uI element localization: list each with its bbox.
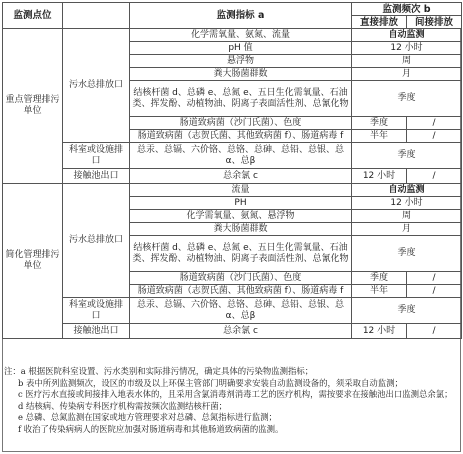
header-empty (63, 3, 130, 29)
indicator-cell: 肠道致病菌（沙门氏菌）、色度 (130, 272, 352, 285)
frequency-cell: 周 (352, 55, 462, 68)
frequency-cell: 自动监测 (352, 184, 462, 197)
footnote-line: c 医疗污水直接或间接排入地表水体的，且采用含氯消毒剂消毒工艺的医疗机构，需按要求在接触池出口监测总余氯； (18, 389, 453, 399)
indicator-cell: 化学需氧量、氨氮、流量 (130, 29, 352, 42)
contact-outlet-label: 接触池出口 (63, 324, 130, 339)
table-row (3, 298, 462, 324)
indicator-cell: 总余氯 c (130, 169, 352, 184)
unit-label: 简化管理排污单位 (3, 184, 63, 339)
frequency-direct-cell: 半年 (352, 130, 407, 143)
frequency-indirect-cell: / (407, 130, 462, 143)
indicator-cell: 肠道致病菌（沙门氏菌）、色度 (130, 117, 352, 130)
indicator-cell: 粪大肠菌群数 (130, 223, 352, 236)
frequency-indirect-cell: / (407, 272, 462, 285)
frequency-cell: 月 (352, 223, 462, 236)
indicator-cell: PH (130, 197, 352, 210)
frequency-cell: 季度 (352, 298, 462, 324)
indicator-cell: 化学需氧量、氨氮、悬浮物 (130, 210, 352, 223)
header-point: 监测点位 (3, 3, 63, 29)
header-direct: 直接排放 (352, 16, 407, 29)
unit-label: 重点管理排污单位 (3, 29, 63, 184)
frequency-cell: 12 小时 (352, 197, 462, 210)
indicator-cell: 总汞、总镉、六价铬、总铬、总砷、总铅、总银、总α、总β (130, 298, 352, 324)
frequency-direct-cell: 季度 (352, 272, 407, 285)
indicator-cell: pH 值 (130, 42, 352, 55)
frequency-direct-cell: 季度 (352, 117, 407, 130)
indicator-cell: 肠道致病菌（志贺氏菌、其他致病菌 f）、肠道病毒 f (130, 130, 352, 143)
frequency-direct-cell: 12 小时 (352, 324, 407, 339)
dept-outlet-label: 科室或设施排口 (63, 143, 130, 169)
footnote-line: 注：a 根据医院科室设置、污水类别和实际排污情况，确定具体的污染物监测指标； (4, 366, 314, 376)
header-indicator: 监测指标 a (130, 3, 352, 29)
footnote-line: f 收治了传染病病人的医院应加强对肠道病毒和其他肠道致病菌的监测。 (18, 423, 284, 434)
frequency-cell: 季度 (352, 143, 462, 169)
footnote-line: b 表中所列监测频次，设区的市级及以上环保主管部门明确要求安装自动监测设备的，须采取自动监测； (18, 377, 403, 388)
frequency-cell: 自动监测 (352, 29, 462, 42)
frequency-cell: 12 小时 (352, 42, 462, 55)
frequency-direct-cell: 12 小时 (352, 169, 407, 184)
frequency-indirect-cell: / (407, 169, 462, 184)
indicator-cell: 总汞、总镉、六价铬、总铬、总砷、总铅、总银、总α、总β (130, 143, 352, 169)
indicator-cell: 结核杆菌 d、总磷 e、总氮 e、五日生化需氧量、石油类、挥发酚、动植物油、阴离子表面活性剂、总氰化物 (130, 236, 352, 272)
frequency-indirect-cell: / (407, 324, 462, 339)
table-row (3, 29, 462, 42)
frequency-indirect-cell: / (407, 285, 462, 298)
indicator-cell: 肠道致病菌（志贺氏菌、其他致病菌 f）、肠道病毒 f (130, 285, 352, 298)
monitoring-table (2, 2, 462, 339)
frequency-indirect-cell: / (407, 117, 462, 130)
frequency-cell: 周 (352, 210, 462, 223)
indicator-cell: 结核杆菌 d、总磷 e、总氮 e、五日生化需氧量、石油类、挥发酚、动植物油、阴离子表面活性剂、总氰化物 (130, 81, 352, 117)
outlet-label: 污水总排放口 (63, 184, 130, 298)
frequency-cell: 季度 (352, 236, 462, 272)
dept-outlet-label: 科室或设施排口 (63, 298, 130, 324)
indicator-cell: 粪大肠菌群数 (130, 68, 352, 81)
contact-outlet-label: 接触池出口 (63, 169, 130, 184)
footnotes (4, 366, 459, 435)
frequency-cell: 月 (352, 68, 462, 81)
frequency-direct-cell: 半年 (352, 285, 407, 298)
outlet-label: 污水总排放口 (63, 29, 130, 143)
header-indirect: 间接排放 (407, 16, 462, 29)
footnote-line: e 总磷、总氮监测在国家或地方管理要求对总磷、总氮指标进行监测； (18, 412, 277, 422)
indicator-cell: 流量 (130, 184, 352, 197)
table-row (3, 324, 462, 339)
table-row (3, 169, 462, 184)
indicator-cell: 悬浮物 (130, 55, 352, 68)
table-row (3, 184, 462, 197)
header-frequency: 监测频次 b (352, 3, 462, 16)
table-row (3, 143, 462, 169)
indicator-cell: 总余氯 c (130, 324, 352, 339)
footnote-line: d 结核病、传染病专科医疗机构需按频次监测结核杆菌； (18, 400, 228, 411)
frequency-cell: 季度 (352, 81, 462, 117)
